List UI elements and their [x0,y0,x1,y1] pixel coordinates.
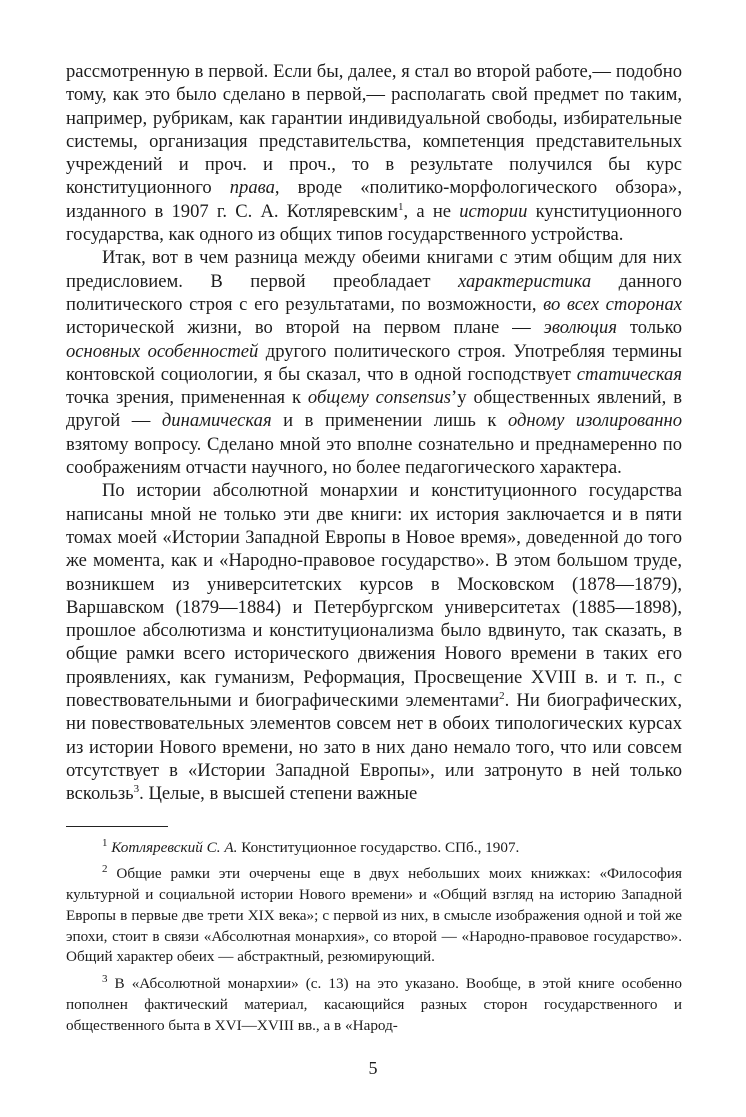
italic-text: динамическая [161,410,272,432]
italic-text: основных особенностей [66,340,259,362]
italic-text: Котляревский С. А. [111,838,238,856]
paragraph-2 [66,246,682,479]
text-run: . Ни биографических, ни повествовательных элементов совсем нет в обоих типологических курсах из истории Нового времени, но зато в них дано немало того, что или совсем отсутствует в «Истории Западной Европы», или затронуто в ней только вскользь [66,690,682,805]
footnote-ref: 2 [499,689,505,702]
paragraph-3 [66,479,682,805]
text-run: и в применении лишь к [271,410,508,432]
text-run: , вроде «политико-морфологического обзора», изданного в 1907 г. С. А. Котляревским [66,177,682,222]
italic-text: эволюция [543,317,617,339]
text-run: В «Абсолютной монархии» (с. 13) на это указано. Вообще, в этой книге особенно пополнен фактический материал, касающийся разных сторон государственного и общественного быта в XVI—XVIII вв., а в «Народ- [66,975,682,1034]
text-run: , а не [403,200,460,222]
text-run: исторической жизни, во второй на первом плане — [66,317,544,339]
text-run: Общие рамки эти очерчены еще в двух небольших моих книжках: «Философия культурной и социальной истории Нового времени» и «Общий взгляд на историю Западной Европы в первые две трети XIX века»; с первой из них, в смысле изображения одной и той же эпохи, стоит в связи «Абсолютная монархия», со второй — «Народно-правовое государство». Общий характер обеих — абстрактный, резюмирующий. [66,865,682,966]
text-run: рассмотренную в первой. Если бы, далее, я стал во второй работе,— подобно тому, как это было сделано в первой,— располагать свой предмет по таким, например, рубрикам, как гарантии индивидуальной свободы, избирательные системы, организация представительства, компетенция представительных учреждений и проч. и проч., то в результате получился бы курс конституционного [66,61,682,199]
text-run: взятому вопросу. Сделано мной это вполне сознательно и преднамеренно по соображениям отчасти научного, но более педагогического характера. [66,433,682,479]
page-number: 5 [368,1058,378,1078]
footnote-ref: 3 [102,973,108,986]
footnote-separator [66,826,168,827]
text-run: кунституционного государства, как одного из общих типов государственного устройства. [66,200,682,246]
text-run: Конституционное государство. СПб., 1907. [237,838,520,856]
footnote-ref: 1 [398,200,404,213]
footnote-ref: 2 [102,863,108,876]
italic-text: общему consensus [307,387,452,409]
text-run: По истории абсолютной монархии и конституционного государства написаны мной не только эти две книги: их история заключается и в пяти томах моей «Истории Западной Европы в Новое время», доведенной до того же момента, как и «Народно-правовое государство». В этом большом труде, возникшем из университетских курсов в Московском (1878—1879), Варшавском (1879—1884) и Петербургском университетах (1885—1898), прошлое абсолютизма и конституционализма было вдвинуто, так сказать, в общие рамки всего исторического движения Нового времени в таких его проявлениях, как гуманизм, Реформация, Просвещение XVIII в. и т. п., с повествовательными и биографическими элементами [66,480,682,712]
text-run: . Целые, в высшей степени важные [139,783,418,805]
footnote-ref: 1 [102,836,108,849]
text-run: другого политического строя. Употребляя термины контовской социологии, я бы сказал, что в одной господствует [66,340,682,385]
italic-text: статическая [576,363,682,385]
italic-text: во всех сторонах [543,293,682,315]
main-text [66,60,682,806]
italic-text: права [229,177,275,199]
footnotes [66,826,682,1037]
footnote-3 [66,974,682,1036]
text-run: Итак, вот в чем разница между обеими книгами с этим общим для них предисловием. В первой преобладает [66,247,682,292]
italic-text: истории [459,200,528,222]
footnote-2 [66,864,682,968]
italic-text: характеристика [458,270,592,292]
italic-text: одному изолированно [507,410,682,432]
paragraph-1 [66,60,682,246]
text-run: данного политического строя с его результатами, по возможности, [66,270,682,315]
text-run: точка зрения, примененная к [66,387,308,409]
footnote-1 [66,838,682,859]
footnote-ref: 3 [133,783,140,796]
text-run: ’у общественных явлений, в другой — [66,387,682,432]
text-run: только [617,317,682,339]
